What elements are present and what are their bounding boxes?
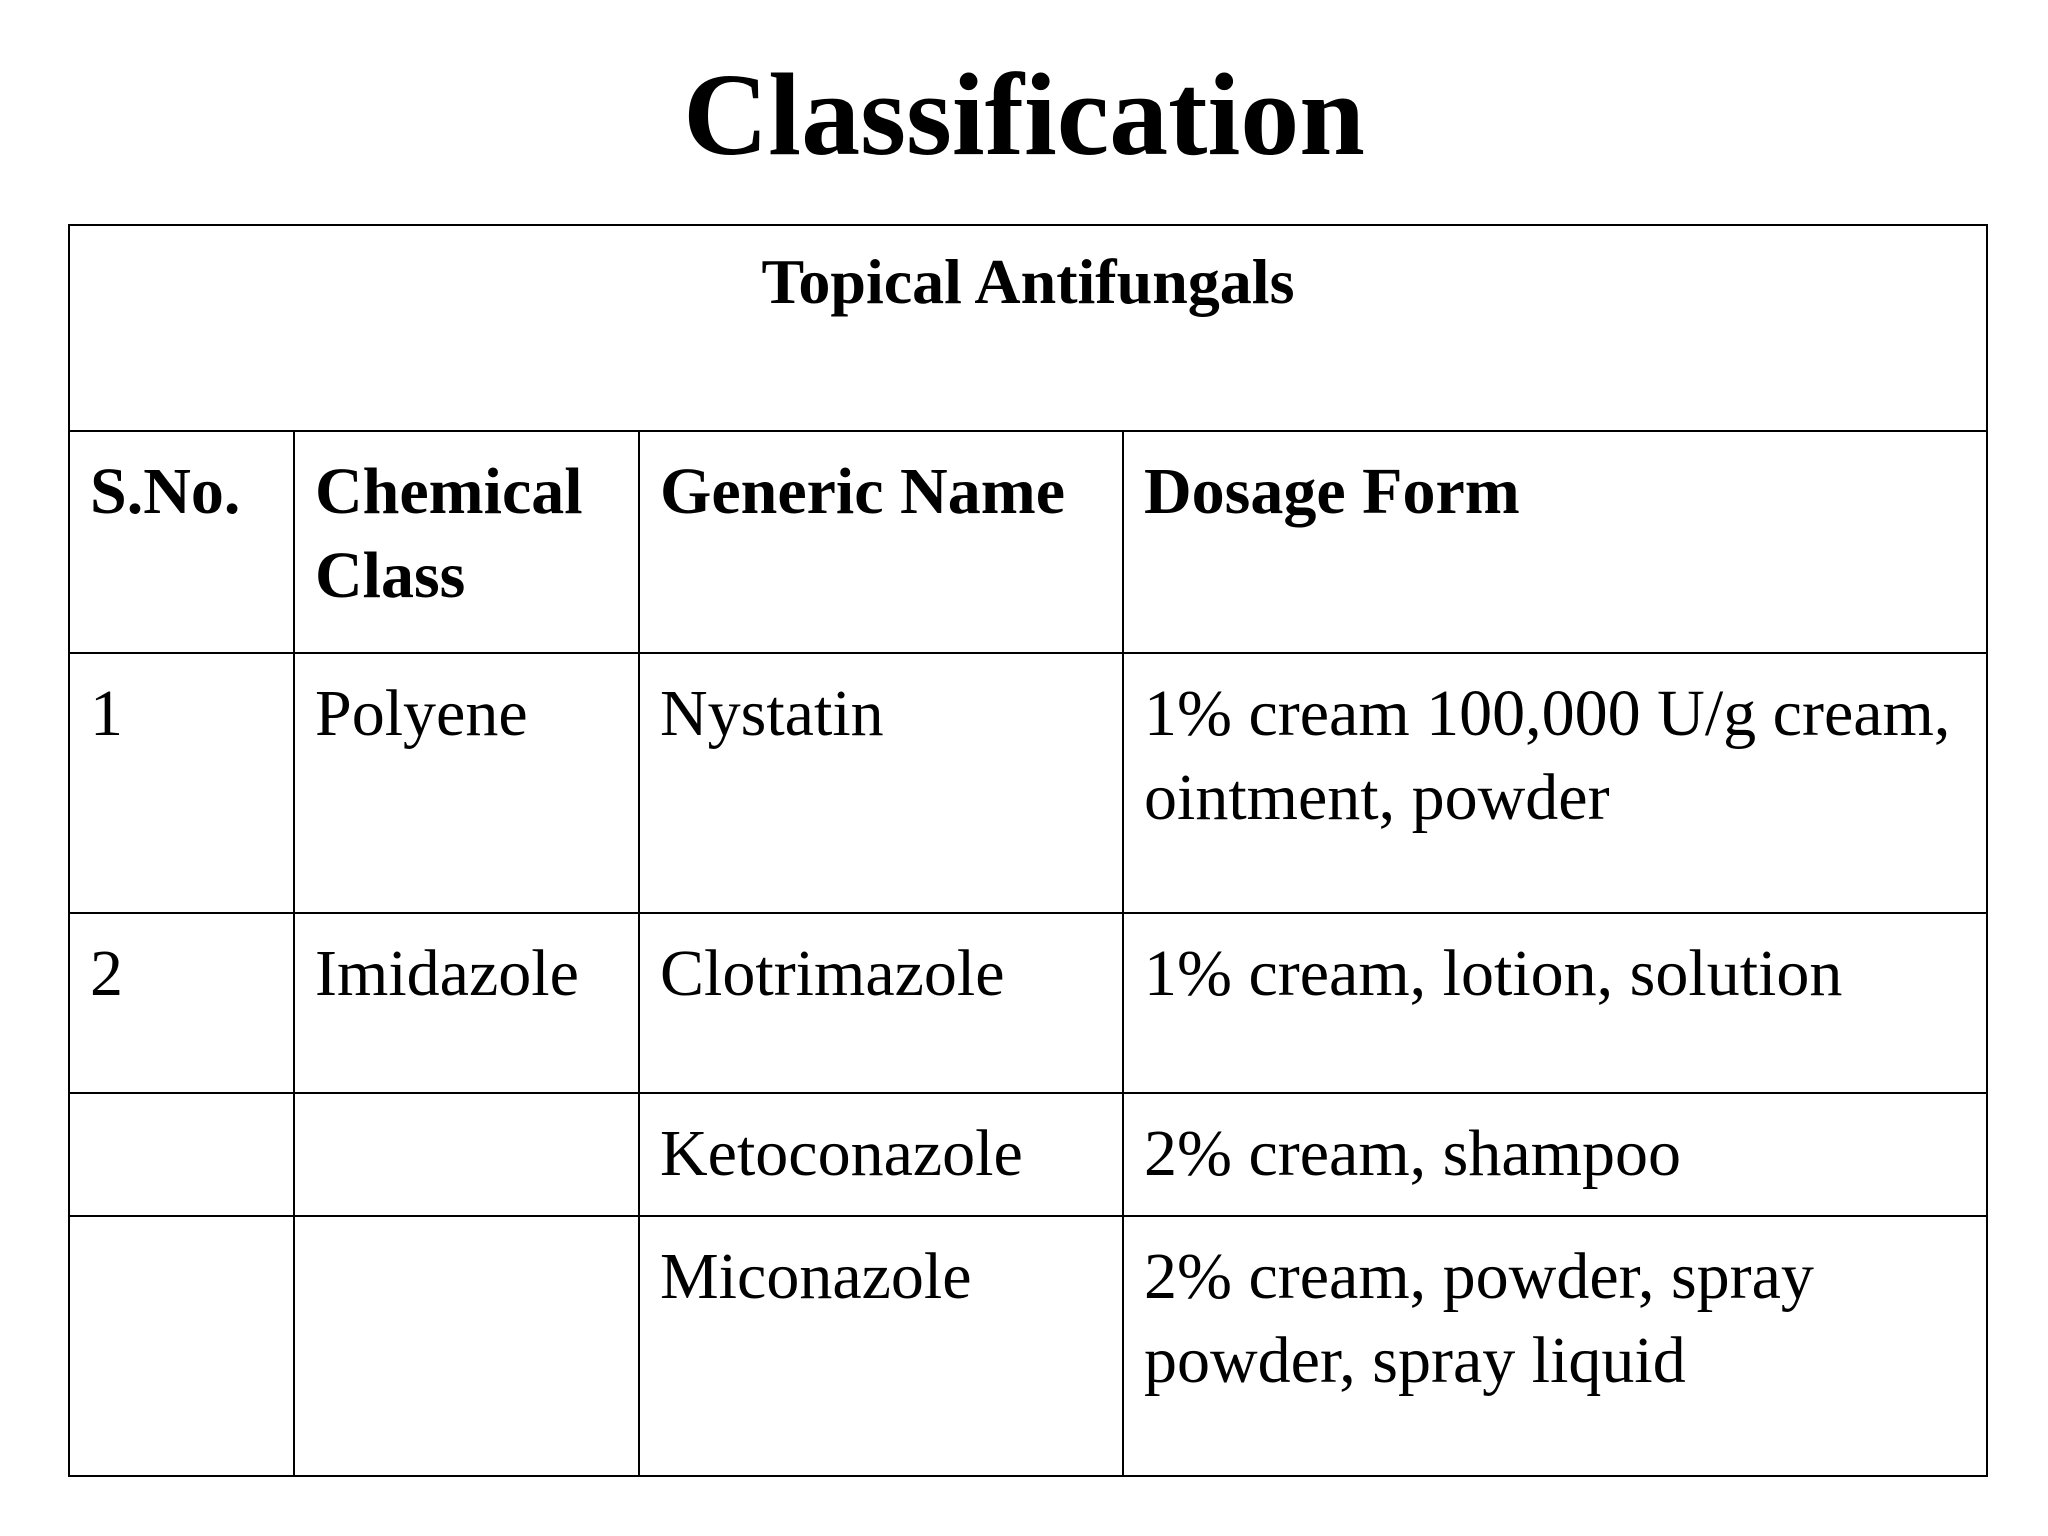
- cell-generic-name: Miconazole: [639, 1216, 1123, 1476]
- cell-sno: 1: [69, 653, 294, 913]
- header-dosage-form: Dosage Form: [1123, 431, 1987, 653]
- cell-generic-name: Clotrimazole: [639, 913, 1123, 1093]
- header-sno: S.No.: [69, 431, 294, 653]
- table-header-row: [69, 431, 1987, 653]
- cell-sno: [69, 1216, 294, 1476]
- table-caption: Topical Antifungals: [69, 225, 1987, 431]
- classification-table: [68, 224, 1988, 1477]
- cell-generic-name: Ketoconazole: [639, 1093, 1123, 1216]
- cell-dosage-form: 2% cream, shampoo: [1123, 1093, 1987, 1216]
- cell-sno: 2: [69, 913, 294, 1093]
- table-row: [69, 1093, 1987, 1216]
- cell-chemical-class: [294, 1216, 639, 1476]
- cell-chemical-class: [294, 1093, 639, 1216]
- header-chemical-class: Chemical Class: [294, 431, 639, 653]
- cell-dosage-form: 1% cream 100,000 U/g cream, ointment, powder: [1123, 653, 1987, 913]
- table-row: [69, 653, 1987, 913]
- cell-dosage-form: 2% cream, powder, spray powder, spray liquid: [1123, 1216, 1987, 1476]
- cell-chemical-class: Imidazole: [294, 913, 639, 1093]
- table-caption-row: [69, 225, 1987, 431]
- cell-generic-name: Nystatin: [639, 653, 1123, 913]
- slide-title: Classification: [683, 49, 1365, 180]
- cell-dosage-form: 1% cream, lotion, solution: [1123, 913, 1987, 1093]
- table-row: [69, 1216, 1987, 1476]
- cell-sno: [69, 1093, 294, 1216]
- cell-chemical-class: Polyene: [294, 653, 639, 913]
- table-row: [69, 913, 1987, 1093]
- header-generic-name: Generic Name: [639, 431, 1123, 653]
